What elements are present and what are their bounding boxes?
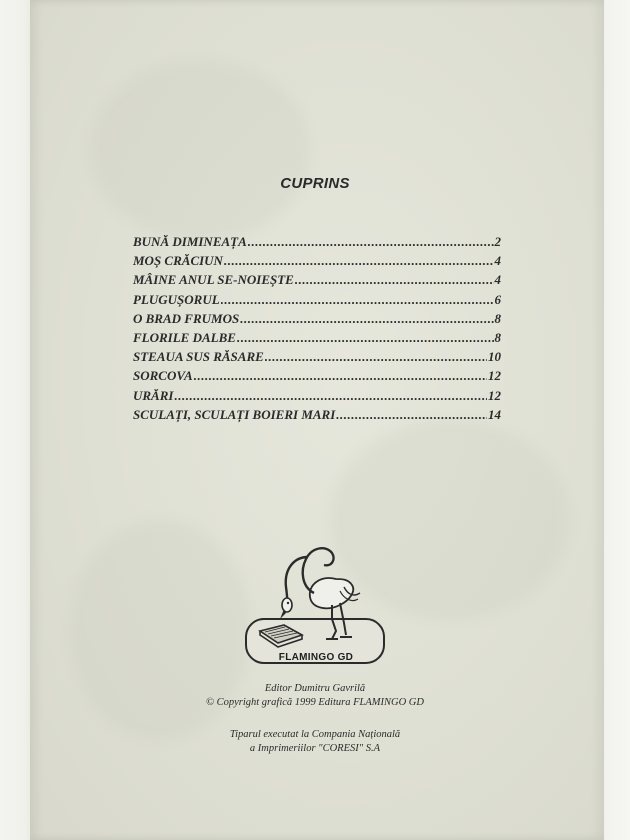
printer-line-1: Tiparul executat la Compania Națională (229, 729, 401, 740)
toc-entry-title: O BRAD FRUMOS (133, 310, 240, 326)
toc-entry-title: BUNĂ DIMINEAȚA (133, 234, 247, 249)
table-of-contents (133, 232, 501, 424)
toc-leader-dots (194, 366, 487, 385)
toc-leader-dots (224, 251, 494, 270)
toc-entry (133, 232, 501, 251)
toc-entry-title: FLORILE DALBE (133, 329, 236, 345)
toc-entry (133, 366, 501, 385)
toc-entry (133, 328, 501, 347)
toc-entry-title: PLUGUȘORUL (133, 291, 220, 307)
toc-entry-page: 8 (494, 310, 501, 326)
printer-line-2: a Imprimeriilor "CORESI" S.A (249, 743, 381, 754)
toc-entry-page: 4 (494, 253, 501, 269)
toc-leader-dots (265, 347, 487, 366)
toc-entry-page: 12 (488, 368, 501, 384)
toc-entry (133, 290, 501, 309)
editor-credits (0, 682, 630, 710)
toc-entry-title: SCULAȚI, SCULAȚI BOIERI MARI (133, 406, 336, 422)
toc-entry-page: 2 (494, 234, 501, 249)
toc-leader-dots (336, 405, 487, 424)
toc-entry-page: 14 (488, 406, 501, 422)
toc-entry-title: MÂINE ANUL SE-NOIEȘTE (133, 272, 294, 288)
printer-credits (0, 728, 630, 756)
toc-entry-page: 12 (488, 387, 501, 403)
copyright-line: © Copyright grafică 1999 Editura FLAMINGO GD (206, 697, 424, 708)
toc-leader-dots (174, 386, 487, 405)
toc-entry (133, 251, 501, 270)
toc-leader-dots (221, 290, 494, 309)
toc-entry (133, 405, 501, 424)
toc-entry-page: 6 (494, 291, 501, 307)
toc-entry-page: 4 (494, 272, 501, 288)
editor-line: Editor Dumitru Gavrilă (264, 683, 366, 694)
toc-entry (133, 347, 501, 366)
toc-entry (133, 386, 501, 405)
page-title: CUPRINS (280, 175, 350, 192)
toc-entry-title: URĂRI (133, 387, 174, 403)
toc-entry (133, 309, 501, 328)
toc-leader-dots (240, 309, 493, 328)
toc-entry-title: SORCOVA (133, 368, 193, 384)
toc-entry-page: 10 (488, 349, 501, 365)
toc-leader-dots (248, 232, 494, 251)
toc-leader-dots (237, 328, 494, 347)
toc-entry-title: MOȘ CRĂCIUN (133, 253, 223, 269)
toc-entry-page: 8 (494, 329, 501, 345)
toc-entry (133, 270, 501, 289)
show-through-shadow (90, 60, 310, 240)
toc-leader-dots (295, 270, 494, 289)
publisher-logo-text: FLAMINGO GD (278, 652, 354, 663)
toc-entry-title: STEAUA SUS RĂSARE (133, 349, 264, 365)
